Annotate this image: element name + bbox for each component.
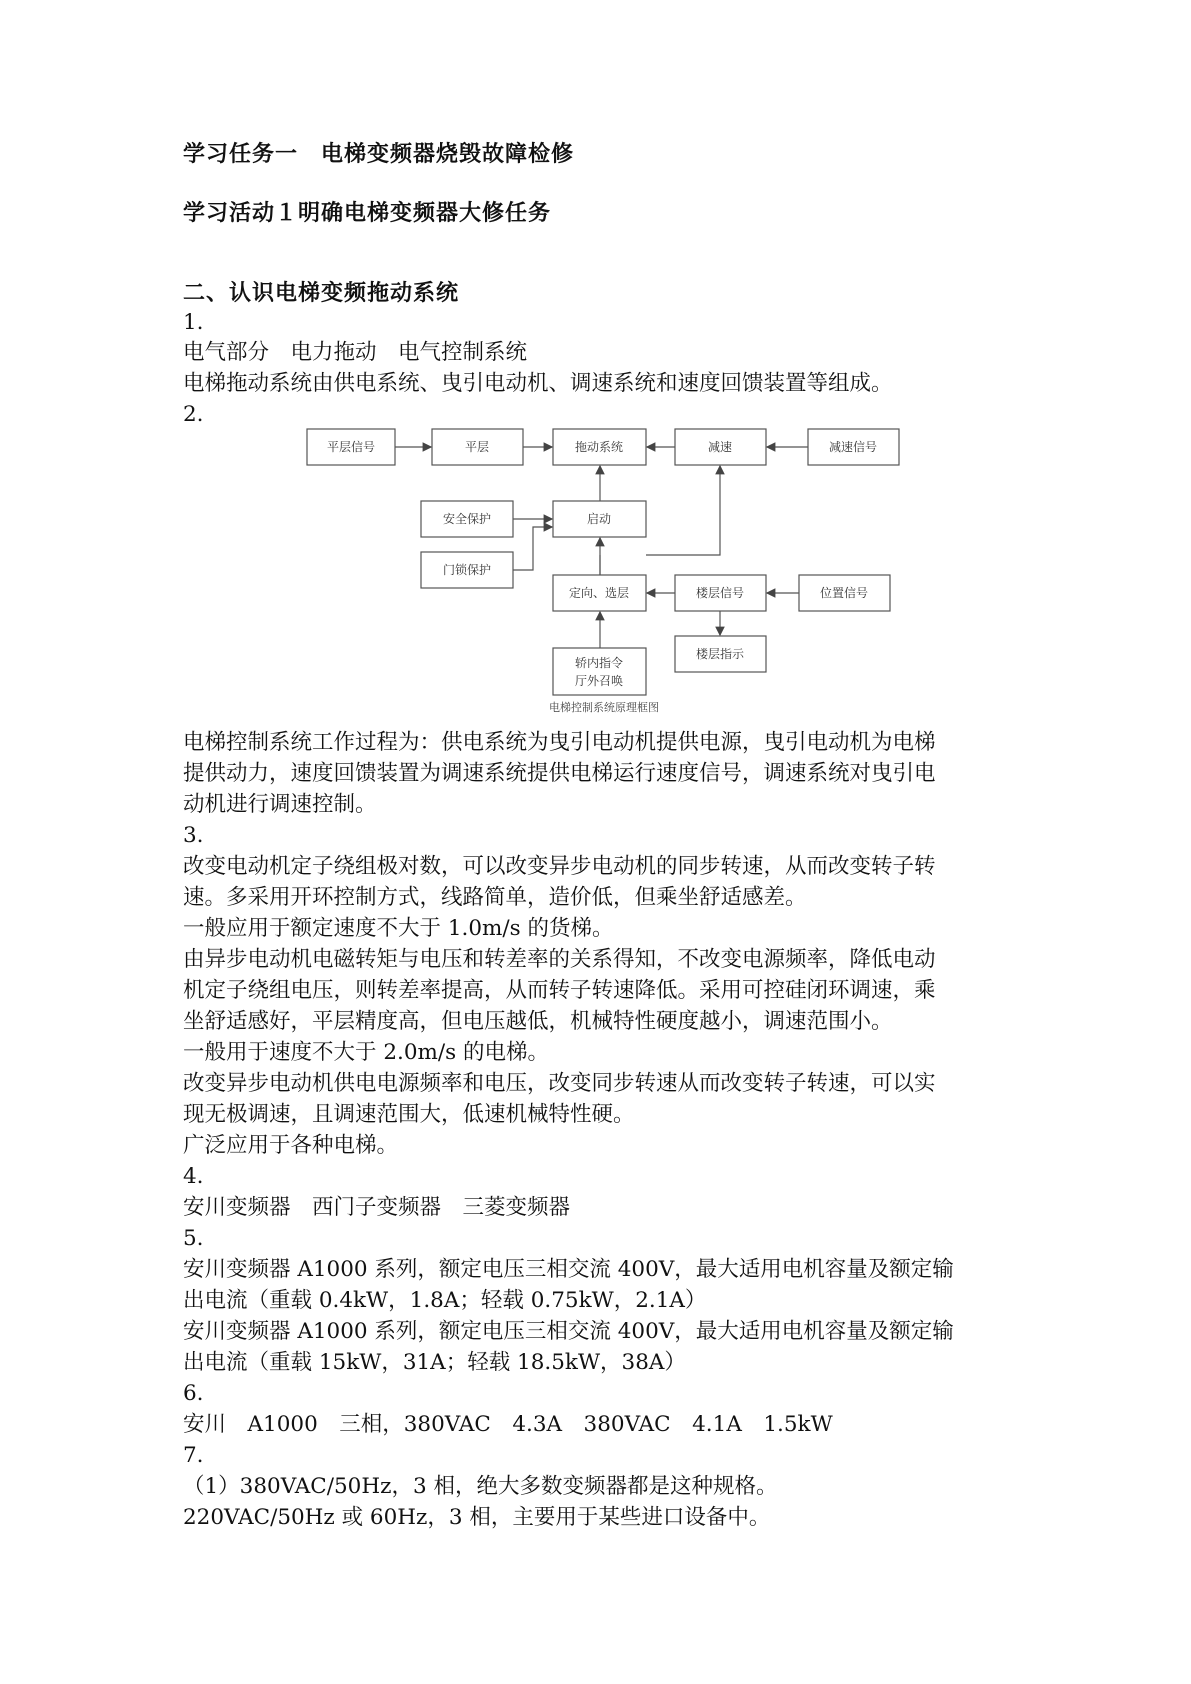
text-line: 4. — [183, 1164, 204, 1189]
section-heading: 二、认识电梯变频拖动系统 — [183, 281, 460, 306]
text-line: 2. — [183, 402, 204, 427]
text-line: 一般应用于额定速度不大于 1.0m/s 的货梯。 — [183, 916, 614, 941]
control-system-block-diagram — [0, 0, 1191, 720]
text-line: 速。多采用开环控制方式，线路简单，造价低，但乘坐舒适感差。 — [183, 885, 807, 910]
text-line: 坐舒适感好，平层精度高，但电压越低，机械特性硬度越小，调速范围小。 — [183, 1009, 893, 1034]
text-line: 1. — [183, 310, 204, 335]
text-line: 安川 A1000 三相，380VAC 4.3A 380VAC 4.1A 1.5kW — [183, 1412, 833, 1437]
label-anquan: 安全保护 — [442, 512, 492, 526]
label-jiansu: 减速 — [707, 440, 733, 454]
label-pingceng-xinhao: 平层信号 — [326, 440, 376, 454]
text-line: 出电流（重载 15kW，31A；轻载 18.5kW，38A） — [183, 1350, 686, 1375]
label-jiaonei-1: 轿内指令 — [574, 656, 624, 670]
text-line: 现无极调速，且调速范围大，低速机械特性硬。 — [183, 1102, 635, 1127]
text-line: 6. — [183, 1381, 204, 1406]
label-weizhi: 位置信号 — [819, 586, 869, 600]
text-line: 5. — [183, 1226, 204, 1251]
text-line: 电气部分 电力拖动 电气控制系统 — [183, 340, 528, 365]
text-line: 安川变频器 A1000 系列，额定电压三相交流 400V，最大适用电机容量及额定输 — [183, 1319, 954, 1344]
label-mensuo: 门锁保护 — [442, 563, 492, 577]
activity-heading: 学习活动１明确电梯变频器大修任务 — [183, 201, 552, 226]
text-line: 电梯拖动系统由供电系统、曳引电动机、调速系统和速度回馈装置等组成。 — [183, 371, 893, 396]
text-line: 220VAC/50Hz 或 60Hz，3 相，主要用于某些进口设备中。 — [183, 1505, 771, 1530]
text-line: 提供动力，速度回馈装置为调速系统提供电梯运行速度信号，调速系统对曳引电 — [183, 761, 936, 786]
text-line: 安川变频器 A1000 系列，额定电压三相交流 400V，最大适用电机容量及额定输 — [183, 1257, 954, 1282]
text-line: （1）380VAC/50Hz，3 相，绝大多数变频器都是这种规格。 — [183, 1474, 778, 1499]
label-pingceng: 平层 — [464, 440, 490, 454]
label-louceng-zhishi: 楼层指示 — [695, 647, 745, 661]
label-dingxiang: 定向、选层 — [568, 586, 630, 600]
text-line: 由异步电动机电磁转矩与电压和转差率的关系得知，不改变电源频率，降低电动 — [183, 947, 936, 972]
text-line: 广泛应用于各种电梯。 — [183, 1133, 399, 1158]
label-qidong: 启动 — [586, 512, 612, 526]
text-line: 7. — [183, 1443, 204, 1468]
text-line: 改变异步电动机供电电源频率和电压，改变同步转速从而改变转子转速，可以实 — [183, 1071, 936, 1096]
label-tuodong: 拖动系统 — [574, 440, 624, 454]
text-line: 动机进行调速控制。 — [183, 792, 377, 817]
text-line: 机定子绕组电压，则转差率提高，从而转子转速降低。采用可控硅闭环调速，乘 — [183, 978, 936, 1003]
text-line: 电梯控制系统工作过程为：供电系统为曳引电动机提供电源，曳引电动机为电梯 — [183, 730, 936, 755]
text-line: 安川变频器 西门子变频器 三菱变频器 — [183, 1195, 571, 1220]
text-line: 出电流（重载 0.4kW，1.8A；轻载 0.75kW，2.1A） — [183, 1288, 707, 1313]
label-jiaonei-2: 厅外召唤 — [574, 674, 624, 688]
text-line: 3. — [183, 823, 204, 848]
label-louceng-xinhao: 楼层信号 — [695, 586, 745, 600]
diagram-caption: 电梯控制系统原理框图 — [549, 701, 659, 714]
task-heading: 学习任务一 电梯变频器烧毁故障检修 — [183, 142, 575, 167]
text-line: 改变电动机定子绕组极对数，可以改变异步电动机的同步转速，从而改变转子转 — [183, 854, 936, 879]
label-jiansu-xinhao: 减速信号 — [828, 440, 878, 454]
text-line: 一般用于速度不大于 2.0m/s 的电梯。 — [183, 1040, 550, 1065]
